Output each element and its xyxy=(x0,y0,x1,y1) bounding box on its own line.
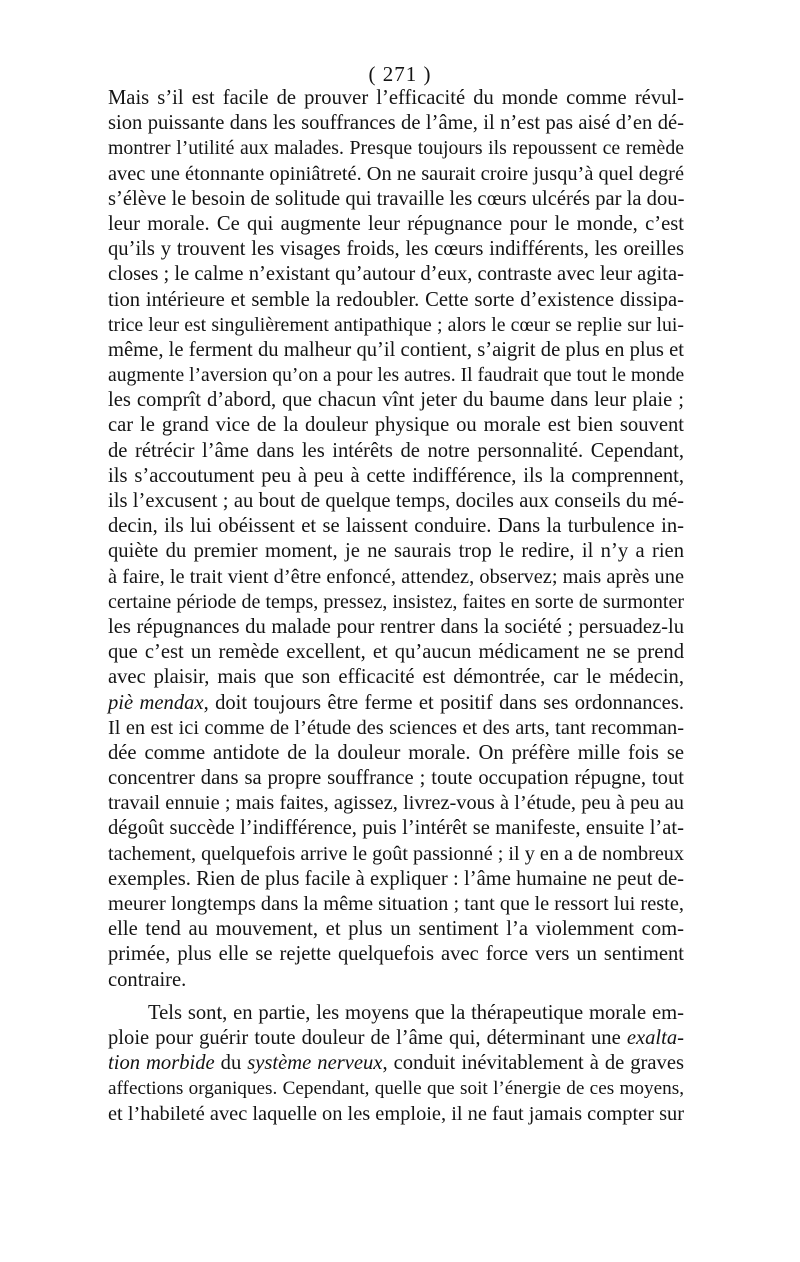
text-line xyxy=(108,413,684,438)
text-line xyxy=(108,237,684,262)
text-segment: dée comme antidote de la douleur morale. On préfère mille fois se xyxy=(108,741,684,764)
text-segment: ils l’excusent ; au bout de quelque temps, dociles aux conseils du mé- xyxy=(108,490,684,512)
text-segment: tachement, quelquefois arrive le goût passionné ; il y en a de nombreux xyxy=(108,842,684,865)
text-segment: travail ennuie ; mais faites, agissez, livrez-vous à l’étude, peu à peu au xyxy=(108,792,684,815)
text-segment: ils s’accoutument peu à peu à cette indifférence, ils la comprennent, xyxy=(108,464,684,487)
text-segment: Il en est ici comme de l’étude des sciences et des arts, tant recomman- xyxy=(108,716,684,739)
text-line xyxy=(108,1076,684,1101)
text-segment: dégoût succède l’indifférence, puis l’intérêt se manifeste, ensuite l’at- xyxy=(108,817,684,840)
text-line xyxy=(108,313,684,338)
text-segment: même, le ferment du malheur qu’il contient, s’aigrit de plus en plus et xyxy=(108,338,684,361)
text-line xyxy=(108,363,684,388)
text-line xyxy=(108,1102,684,1127)
text-segment: elle tend au mouvement, et plus un sentiment l’a violemment com- xyxy=(108,918,684,941)
text-line xyxy=(108,539,684,564)
text-segment: Mais s’il est facile de prouver l’efficacité du monde comme révul- xyxy=(108,87,684,109)
text-segment: à faire, le trait vient d’être enfoncé, attendez, observez; mais après une xyxy=(108,565,684,588)
text-line xyxy=(108,1001,684,1026)
text-segment: les répugnances du malade pour rentrer dans la société ; persuadez-lu xyxy=(108,615,684,638)
text-segment: , doit toujours être ferme et positif dans ses ordonnances. xyxy=(203,691,684,714)
text-line xyxy=(108,791,684,816)
text-line xyxy=(108,514,684,539)
text-segment: du xyxy=(214,1052,248,1075)
text-segment: augmente l’aversion qu’on a pour les autres. Il faudrait que tout le monde xyxy=(108,365,685,387)
text-line xyxy=(108,162,684,187)
text-segment: et l’habileté avec laquelle on les emploie, il ne faut jamais compter sur xyxy=(108,1102,684,1125)
text-segment: leur morale. Ce qui augmente leur répugnance pour le monde, c’est xyxy=(108,212,684,235)
text-segment: certaine période de temps, pressez, insistez, faites en sorte de surmonter xyxy=(108,590,684,613)
italic-text: piè mendax xyxy=(108,691,204,714)
text-segment: meurer longtemps dans la même situation ; tant que le ressort lui reste, xyxy=(108,893,684,915)
text-line xyxy=(108,741,684,766)
text-line xyxy=(108,111,684,136)
text-line xyxy=(108,464,684,489)
body-text xyxy=(108,86,684,1127)
text-line xyxy=(108,439,684,464)
text-segment: contraire. xyxy=(108,968,187,991)
text-segment: sion puissante dans les souffrances de l’âme, il n’est pas aisé d’en dé- xyxy=(108,112,684,135)
paragraph xyxy=(108,86,684,993)
text-line xyxy=(108,388,684,413)
text-line xyxy=(108,489,684,514)
text-line xyxy=(108,892,684,917)
text-segment: Tels sont, en partie, les moyens que la thérapeutique morale em- xyxy=(148,1001,684,1024)
paragraph xyxy=(108,1001,684,1127)
text-line xyxy=(108,640,684,665)
text-line xyxy=(108,917,684,942)
text-segment: car le grand vice de la douleur physique ou morale est bien souvent xyxy=(108,414,684,437)
text-segment: decin, ils lui obéissent et se laissent conduire. Dans la turbulence in- xyxy=(108,515,684,538)
text-line xyxy=(108,338,684,363)
text-line xyxy=(108,766,684,791)
text-line xyxy=(108,816,684,841)
text-line xyxy=(108,691,684,716)
text-line xyxy=(108,86,684,111)
page-number: ( 271 ) xyxy=(368,62,432,86)
text-segment: tion intérieure et semble la redoubler. Cette sorte d’existence dissipa- xyxy=(108,288,684,311)
text-line xyxy=(108,665,684,690)
text-line xyxy=(108,565,684,590)
text-line xyxy=(108,716,684,741)
text-segment: exemples. Rien de plus facile à expliquer : l’âme humaine ne peut de- xyxy=(108,867,684,890)
text-line xyxy=(108,968,684,993)
text-segment: , conduit inévitablement à de graves xyxy=(382,1052,684,1075)
text-segment: avec plaisir, mais que son efficacité est démontrée, car le médecin, xyxy=(108,666,684,689)
text-segment: avec une étonnante opiniâtreté. On ne saurait croire jusqu’à quel degré xyxy=(108,162,684,185)
text-line xyxy=(108,262,684,287)
text-line xyxy=(108,842,684,867)
text-segment: closes ; le calme n’existant qu’autour d’eux, contraste avec leur agita- xyxy=(108,263,684,286)
text-line xyxy=(108,1051,684,1076)
text-segment: s’élève le besoin de solitude qui travaille les cœurs ulcérés par la dou- xyxy=(108,187,685,210)
text-line xyxy=(108,867,684,892)
paragraph-gap xyxy=(108,993,684,1001)
text-segment: montrer l’utilité aux malades. Presque toujours ils repoussent ce remède xyxy=(108,137,684,160)
text-segment: les comprît d’abord, que chacun vînt jeter du baume dans leur plaie ; xyxy=(108,389,684,412)
italic-text: tion morbide xyxy=(108,1052,215,1075)
text-segment: concentrer dans sa propre souffrance ; toute occupation répugne, tout xyxy=(108,767,684,790)
italic-text: système nerveux xyxy=(247,1052,383,1075)
text-segment: quiète du premier moment, je ne saurais trop le redire, il n’y a rien xyxy=(108,540,684,563)
text-line xyxy=(108,942,684,967)
text-segment: trice leur est singulièrement antipathique ; alors le cœur se replie sur lui- xyxy=(108,313,684,336)
text-line xyxy=(108,136,684,161)
text-line xyxy=(108,212,684,237)
text-line xyxy=(108,1026,684,1051)
text-line xyxy=(108,288,684,313)
text-line xyxy=(108,187,684,212)
text-segment: primée, plus elle se rejette quelquefois avec force vers un sentiment xyxy=(108,943,684,966)
italic-text: exalta- xyxy=(626,1026,684,1049)
text-segment: qu’ils y trouvent les visages froids, les cœurs indifférents, les oreilles xyxy=(108,238,684,261)
text-segment: ploie pour guérir toute douleur de l’âme qui, déterminant une xyxy=(108,1026,627,1049)
text-segment: de rétrécir l’âme dans les intérêts de notre personnalité. Cependant, xyxy=(108,439,684,462)
text-line xyxy=(108,615,684,640)
text-line xyxy=(108,590,684,615)
text-segment: affections organiques. Cependant, quelle que soit l’énergie de ces moyens, xyxy=(108,1078,684,1100)
text-segment: que c’est un remède excellent, et qu’aucun médicament ne se prend xyxy=(108,641,684,664)
